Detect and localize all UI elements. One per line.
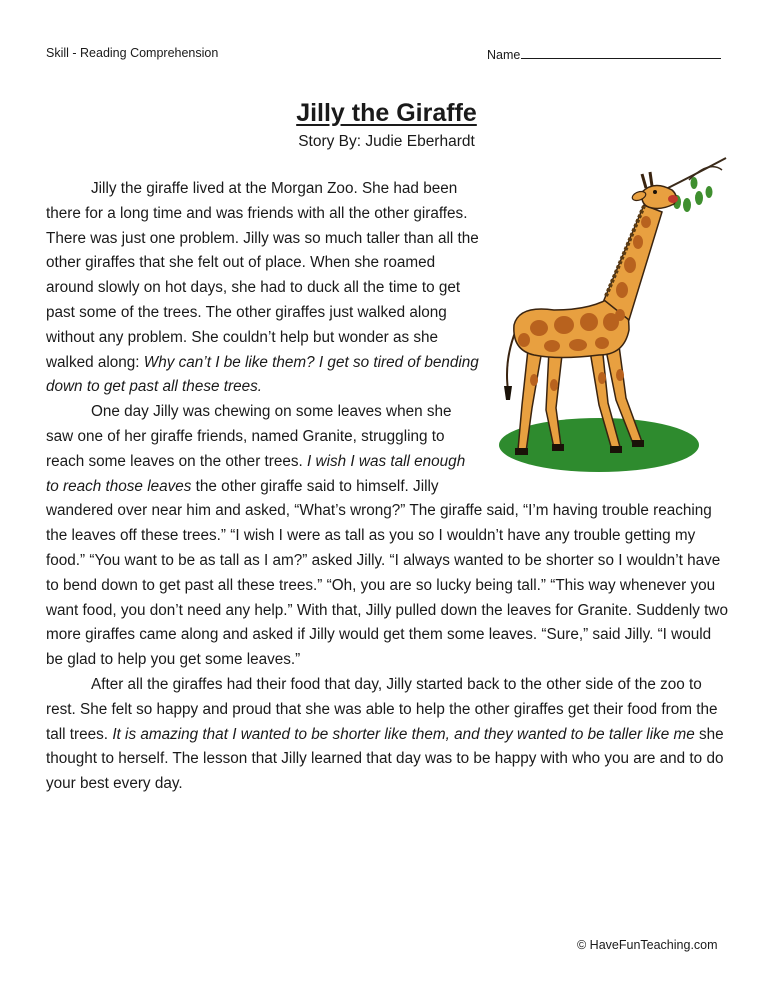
copyright-footer: © HaveFunTeaching.com (577, 938, 718, 952)
story-paragraph-2-text: One day Jilly was chewing on some leaves when she saw one of her giraffe friends, named Granite, struggling to reach some leaves on the other trees. (46, 403, 452, 470)
story-paragraph-3-text: After all the giraffes had their food that day, Jilly started back to the other side of the zoo to rest. She felt so happy and proud that she was able to help the other giraffes get their food from the tall trees. (46, 675, 718, 743)
story-paragraph-3-text-cont: she thought to herself. The lesson that Jilly learned that day was to be happy with who you are and to do your best every day. (46, 725, 724, 793)
story-paragraph-3-italic: It is amazing that I wanted to be shorter like them, and they wanted to be taller like me (112, 725, 695, 743)
story-byline: Story By: Judie Eberhardt (298, 133, 475, 150)
story-paragraph-3 (46, 673, 732, 797)
story-paragraph-1-italic: Why can’t I be like them? I get so tired of bending down to get past all these trees. (46, 353, 479, 396)
skill-label: Skill - Reading Comprehension (46, 46, 219, 60)
story-paragraph-1-text: Jilly the giraffe lived at the Morgan Zoo. She had been there for a long time and was friends with all the other giraffes. There was just one problem. Jilly was so much taller than all the other giraffes that she felt out of place. When she roamed around slowly on hot days, she had to duck all the time to get past some of the trees. The other giraffes just walked along without any problem. She couldn’t help but wonder as she walked along: (46, 180, 479, 371)
name-field (487, 46, 721, 62)
name-label: Name (487, 48, 521, 62)
story-paragraph-2-italic: I wish I was tall enough to reach those leaves (46, 452, 466, 495)
story-paragraph-2-text-cont: the other giraffe said to himself. Jilly wandered over near him and asked, “What’s wrong?” The giraffe said, “I’m having trouble reaching the leaves off these trees.” “I wish I were as tall as you so I wouldn’t have any trouble getting my food.” “You want to be as tall as I am?” asked Jilly. “I always wanted to be shorter so I wouldn’t have to bend down to get past all these trees.” “Oh, you are so lucky being tall.” “This way whenever you want food, you don’t need any help.” With that, Jilly pulled down the leaves for Granite. Suddenly two more giraffes came along and asked if Jilly would get them some leaves. “Sure,” said Jilly. “I would be glad to help you get some leaves.” (46, 477, 728, 669)
story-body (46, 177, 732, 797)
name-blank-line[interactable] (521, 46, 721, 59)
illustration-wrap-area (482, 177, 732, 487)
page-title: Jilly the Giraffe (296, 99, 477, 127)
